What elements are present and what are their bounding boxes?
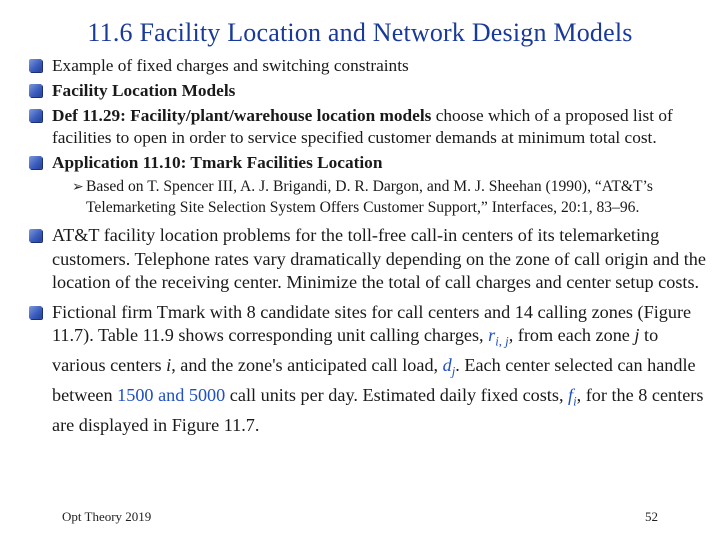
bullet-box-icon — [29, 229, 42, 242]
bullet-box-icon — [29, 109, 42, 122]
bullet-text: Application 11.10: Tmark Facilities Location — [52, 153, 383, 172]
tmark-text: to various centers — [52, 325, 659, 376]
definition-term: Def 11.29: Facility/plant/warehouse location models — [52, 106, 432, 125]
bullet-box-icon — [29, 84, 42, 97]
symbol-f: $f_i$ — [568, 385, 577, 409]
bullet-box-icon — [29, 306, 42, 319]
bullet-facility-location-models — [28, 80, 708, 102]
bullet-text: Facility Location Models — [52, 81, 236, 100]
arrow-bullet-icon: ➢ — [72, 179, 84, 195]
definition-text: choose which of a proposed list of facilities to open in order to service specified customer demands at minimum total cost. — [52, 106, 673, 147]
slide-title: 11.6 Facility Location and Network Design Models — [87, 18, 633, 47]
tmark-text: , and the zone's anticipated call load, — [171, 355, 443, 376]
tmark-text: Fictional firm Tmark with 8 candidate sites for call centers and 14 calling zones (Figure 11.7). Table 11.9 shows corresponding unit calling charges, — [52, 301, 692, 345]
bullet-fixed-charges — [28, 55, 708, 77]
reference-text: Based on T. Spencer III, A. J. Brigandi, D. R. Dargon, and M. J. Sheehan (1990), “AT&T’s Telemarketing Site Selection System Offers Customer Support,” Interfaces, 20:1, 83–96. — [86, 178, 653, 216]
bullet-text: Example of fixed charges and switching constraints — [52, 56, 409, 75]
symbol-d: $d_j$ — [442, 355, 456, 379]
tmark-text: , for the 8 centers are displayed in Figure 11.7. — [52, 385, 704, 436]
bullet-att-problem — [28, 224, 708, 295]
bullet-tmark — [28, 301, 708, 438]
bullet-application — [28, 152, 708, 174]
bullet-text: AT&T facility location problems for the toll-free call-in centers of its telemarketing customers. Telephone rates vary dramatically depending on the zone of call origin and the location of the receiving center. Minimize the total of call charges and center setup costs. — [52, 225, 706, 292]
symbol-j: j — [634, 325, 640, 345]
capacity-range: 1500 and 5000 — [117, 385, 226, 406]
tmark-text: call units per day. Estimated daily fixed costs, — [225, 385, 569, 406]
sub-bullet-reference — [28, 177, 708, 218]
bullet-definition — [28, 105, 708, 149]
tmark-text: . Each center selected can handle between — [52, 355, 696, 406]
bullet-box-icon — [29, 156, 42, 169]
symbol-r: $r_{i, j}$ — [488, 325, 509, 349]
footer-course: Opt Theory 2019 — [62, 509, 152, 524]
bullet-box-icon — [29, 59, 42, 72]
bullet-list — [28, 55, 708, 444]
tmark-text: , from each zone — [508, 325, 635, 345]
symbol-i: i — [166, 355, 172, 376]
page-number: 52 — [645, 509, 658, 524]
